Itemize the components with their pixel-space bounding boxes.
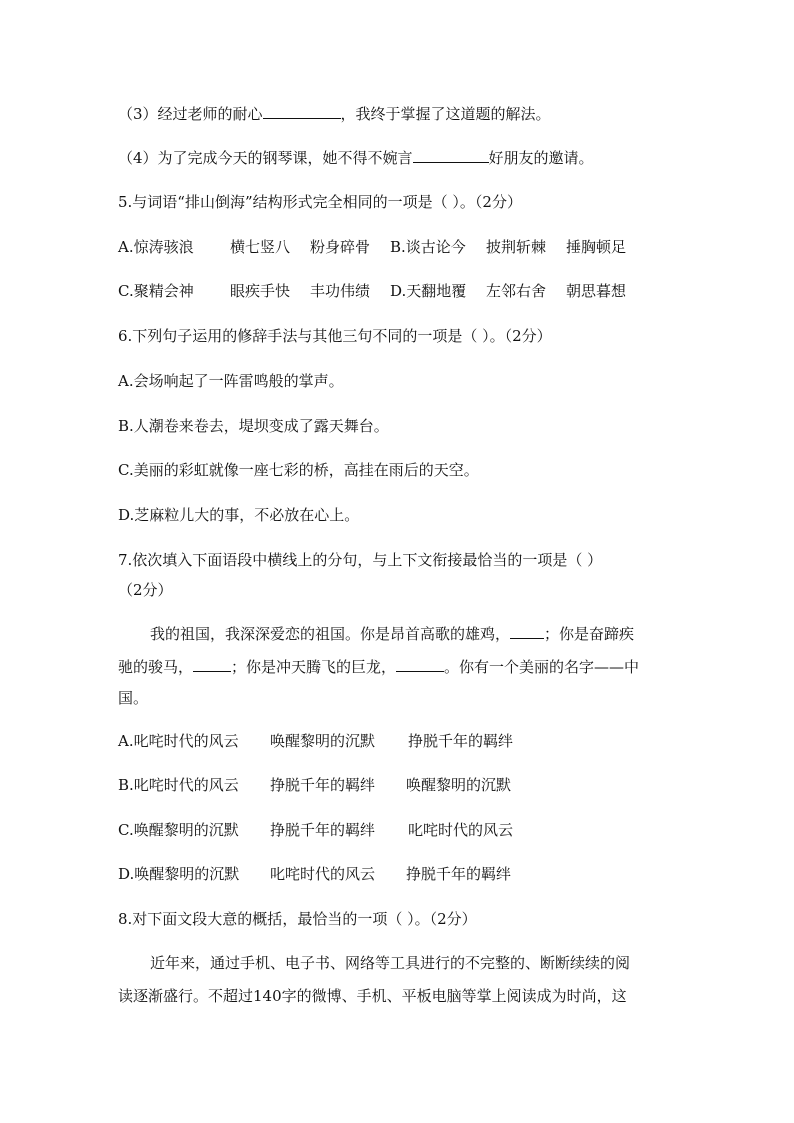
q7-passage-line: 国。 — [118, 689, 149, 707]
q7-option-a: A.叱咤时代的风云 唤醒黎明的沉默 挣脱千年的羁绊 — [118, 732, 514, 750]
q5-stem: 5.与词语“排山倒海”结构形式完全相同的一项是（ ）。（2分） — [118, 193, 522, 211]
q4-item4: （4）为了完成今天的钢琴课，她不得不婉言 好朋友的邀请。 — [118, 149, 594, 167]
q6-option-b: B.人潮卷来卷去，堤坝变成了露天舞台。 — [118, 417, 389, 435]
q7-stem: 7.依次填入下面语段中横线上的分句，与上下文衔接最恰当的一项是（ ） — [118, 551, 603, 569]
fill-blank[interactable] — [510, 624, 544, 639]
fill-blank[interactable] — [193, 657, 231, 672]
q7-option-d: D.唤醒黎明的沉默 叱咤时代的风云 挣脱千年的羁绊 — [118, 865, 512, 883]
q8-passage-line: 近年来，通过手机、电子书、网络等工具进行的不完整的、断断续续的阅 — [150, 954, 631, 972]
q6-option-c: C.美丽的彩虹就像一座七彩的桥，高挂在雨后的天空。 — [118, 461, 479, 479]
fill-blank[interactable] — [263, 104, 341, 119]
q5-option-row: A.惊涛骇浪 横七竖八 粉身碎骨 B.谈古论今 披荆斩棘 捶胸顿足 — [118, 238, 627, 256]
q5-option-row: C.聚精会神 眼疾手快 丰功伟绩 D.天翻地覆 左邻右舍 朝思暮想 — [118, 282, 627, 300]
q8-passage-line: 读逐渐盛行。不超过140字的微博、手机、平板电脑等掌上阅读成为时尚，这 — [118, 987, 627, 1005]
q6-option-a: A.会场响起了一阵雷鸣般的掌声。 — [118, 372, 344, 390]
q8-stem: 8.对下面文段大意的概括，最恰当的一项（ ）。（2分） — [118, 910, 477, 928]
q7-score: （2分） — [118, 581, 173, 599]
q7-option-c: C.唤醒黎明的沉默 挣脱千年的羁绊 叱咤时代的风云 — [118, 821, 514, 839]
fill-blank[interactable] — [396, 657, 444, 672]
fill-blank[interactable] — [413, 148, 489, 163]
q6-option-d: D.芝麻粒儿大的事，不必放在心上。 — [118, 506, 360, 524]
q7-option-b: B.叱咤时代的风云 挣脱千年的羁绊 唤醒黎明的沉默 — [118, 776, 512, 794]
q6-stem: 6.下列句子运用的修辞手法与其他三句不同的一项是（ ）。（2分） — [118, 327, 552, 345]
q4-item3: （3）经过老师的耐心 ，我终于掌握了这道题的解法。 — [118, 105, 551, 123]
q7-passage-line: 我的祖国，我深深爱恋的祖国。你是昂首高歌的雄鸡， ；你是奋蹄疾 — [150, 625, 635, 643]
q7-passage-line: 驰的骏马， ；你是冲天腾飞的巨龙， 。你有一个美丽的名字——中 — [118, 658, 640, 676]
